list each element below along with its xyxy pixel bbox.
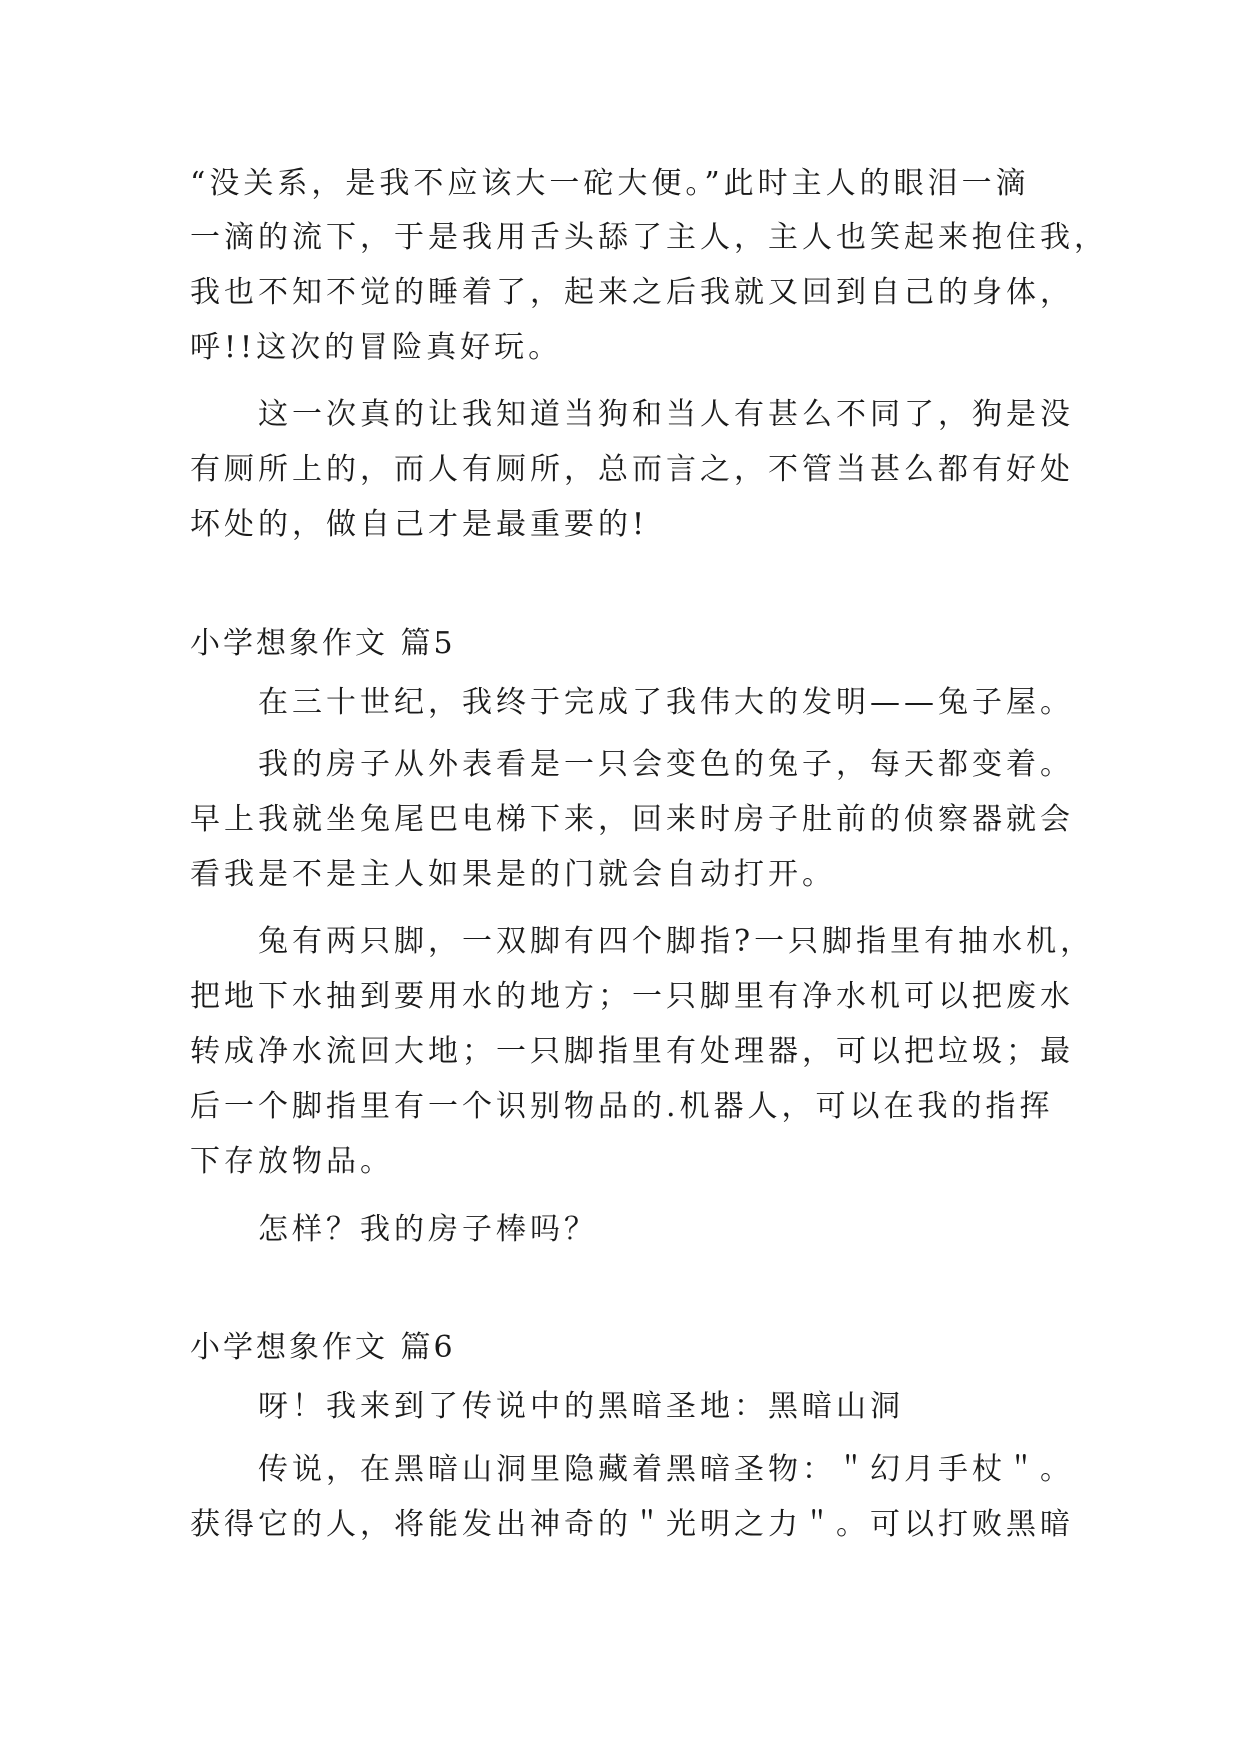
paragraph-line: 有厕所上的，而人有厕所，总而言之，不管当甚么都有好处	[190, 452, 1074, 487]
paragraph-line: 这一次真的让我知道当狗和当人有甚么不同了，狗是没	[258, 397, 1074, 432]
paragraph-line: “没关系，是我不应该大一砣大便。”此时主人的眼泪一滴	[190, 166, 1030, 201]
paragraph-line: 一滴的流下，于是我用舌头舔了主人，主人也笑起来抱住我，	[190, 220, 1108, 255]
paragraph-line: 后一个脚指里有一个识别物品的.机器人，可以在我的指挥	[190, 1089, 1054, 1124]
paragraph-line: 怎样？我的房子棒吗？	[258, 1212, 598, 1247]
paragraph-line: 在三十世纪，我终于完成了我伟大的发明——兔子屋。	[258, 685, 1074, 720]
paragraph-line: 我也不知不觉的睡着了，起来之后我就又回到自己的身体，	[190, 275, 1074, 310]
paragraph-line: 获得它的人，将能发出神奇的＂光明之力＂。可以打败黑暗	[190, 1507, 1074, 1542]
paragraph-line: 早上我就坐兔尾巴电梯下来，回来时房子肚前的侦察器就会	[190, 802, 1074, 837]
paragraph-line: 呀！我来到了传说中的黑暗圣地：黑暗山洞	[258, 1389, 904, 1424]
section-heading: 小学想象作文 篇6	[190, 1330, 456, 1365]
paragraph-line: 把地下水抽到要用水的地方；一只脚里有净水机可以把废水	[190, 979, 1074, 1014]
paragraph-line: 下存放物品。	[190, 1144, 394, 1179]
paragraph-line: 传说，在黑暗山洞里隐藏着黑暗圣物：＂幻月手杖＂。	[258, 1452, 1074, 1487]
paragraph-line: 坏处的，做自己才是最重要的!	[190, 507, 649, 542]
section-heading: 小学想象作文 篇5	[190, 626, 456, 661]
paragraph-line: 兔有两只脚，一双脚有四个脚指?一只脚指里有抽水机，	[258, 924, 1095, 959]
paragraph-line: 看我是不是主人如果是的门就会自动打开。	[190, 857, 836, 892]
paragraph-line: 呼!!这次的冒险真好玩。	[190, 330, 563, 365]
paragraph-line: 我的房子从外表看是一只会变色的兔子，每天都变着。	[258, 747, 1074, 782]
paragraph-line: 转成净水流回大地；一只脚指里有处理器，可以把垃圾；最	[190, 1034, 1074, 1069]
